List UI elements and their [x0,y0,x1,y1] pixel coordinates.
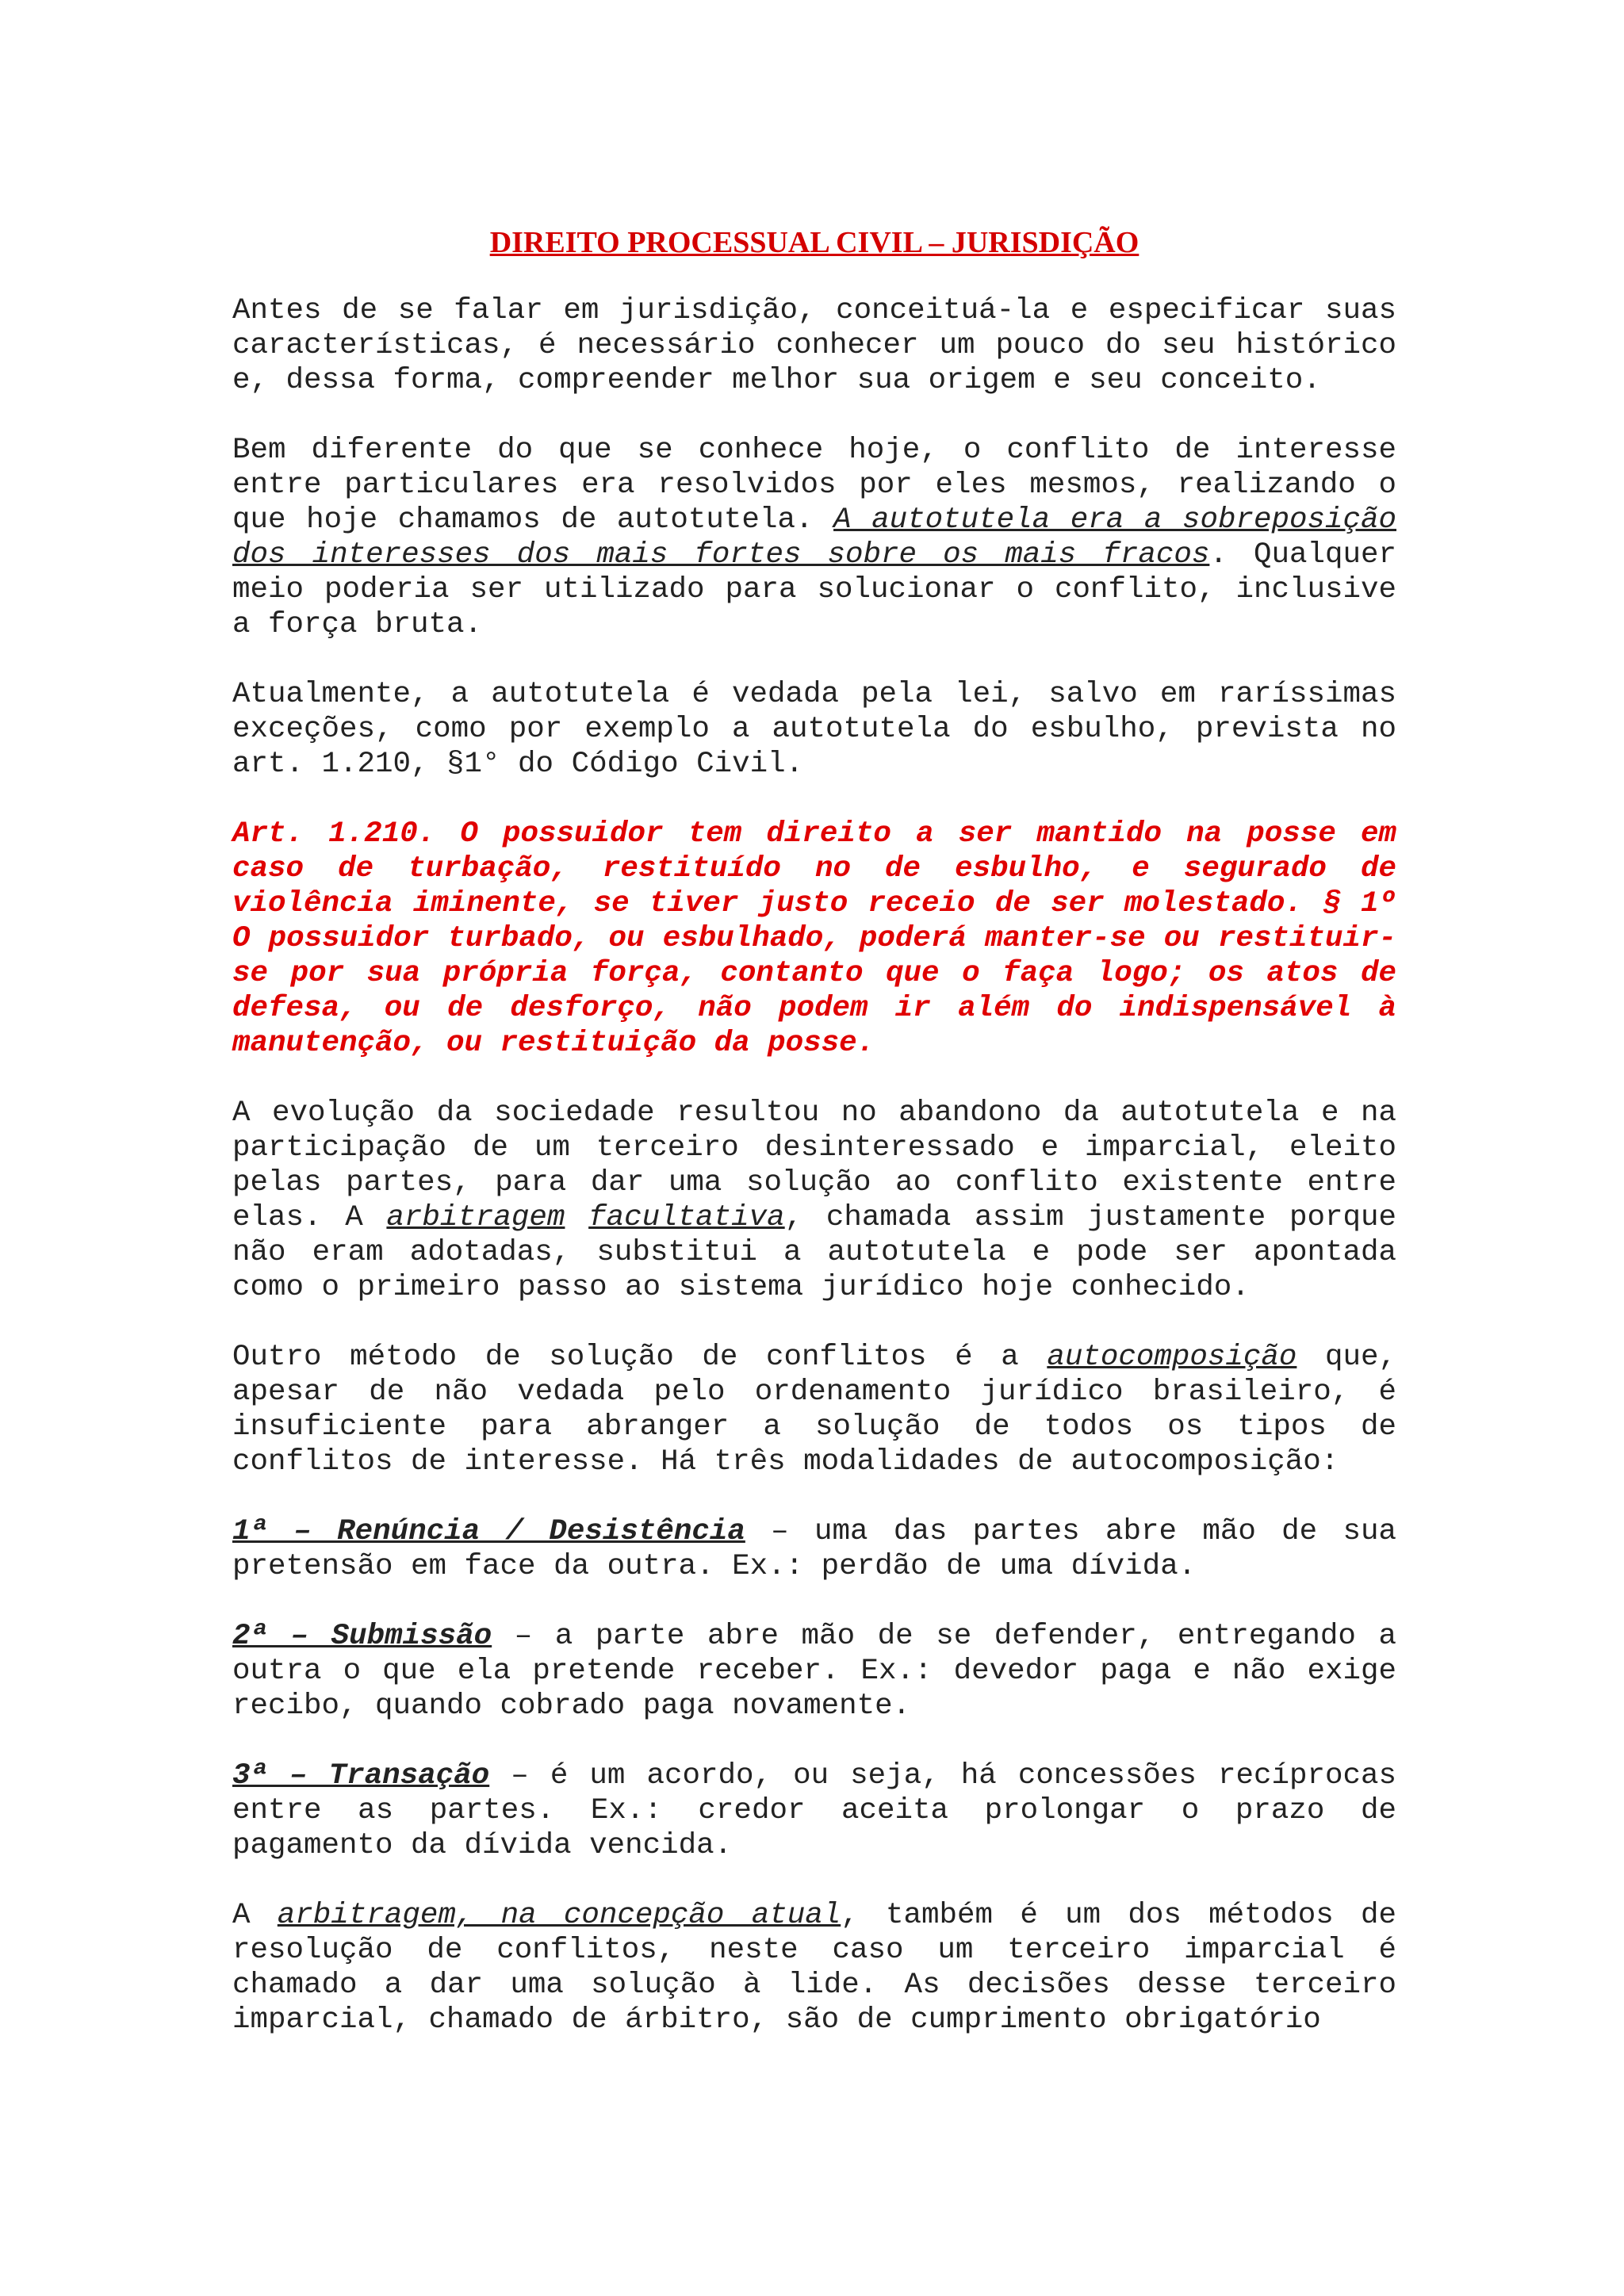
text-segment: – uma das partes abre mão de sua pretensão em face da outra. Ex.: perdão de uma dívida. [232,1515,1396,1583]
text-segment: – a parte abre mão de se defender, entregando a outra o que ela pretende receber. Ex.: devedor paga e não exige recibo, quando cobrado paga novamente. [232,1620,1396,1723]
emphasis-facultativa: facultativa [588,1201,785,1234]
emphasis-arbitragem-atual: arbitragem, na concepção atual [277,1899,841,1932]
document-page [232,224,1396,2072]
legal-citation-text: Art. 1.210. O possuidor tem direito a ser mantido na posse em caso de turbação, restituído no de esbulho, e segurado de violência iminente, se tiver justo receio de ser molestado. § 1º O possuidor turbado, ou esbulhado, poderá manter-se ou restituir-se por sua própria força, contanto que o faça logo; os atos de defesa, ou de desforço, não podem ir além do indispensável à manutenção, ou restituição da posse. [232,817,1396,1060]
list-item-heading: 3ª – Transação [232,1759,490,1793]
document-title: DIREITO PROCESSUAL CIVIL – JURISDIÇÃO [489,226,1139,259]
text-segment: Atualmente, a autotutela é vedada pela lei, salvo em raríssimas exceções, como por exemplo a autotutela do esbulho, prevista no art. 1.210, §1° do Código Civil. [232,678,1396,781]
paragraph-intro [232,293,1396,398]
text-segment: que, apesar de não vedada pelo ordenamento jurídico brasileiro, é insuficiente para abranger a solução de todos os tipos de conflitos de interesse. Há três modalidades de autocomposição: [232,1341,1396,1479]
text-segment: , também é um dos métodos de resolução de conflitos, neste caso um terceiro imparcial é chamado a dar uma solução à lide. As decisões desse terceiro imparcial, chamado de árbitro, são de cumprimento obrigatório [232,1899,1396,2037]
emphasis-autocomposicao: autocomposição [1047,1341,1297,1374]
list-item-heading: 2ª – Submissão [232,1620,492,1653]
text-segment: A [232,1899,278,1932]
text-segment: . Qualquer meio poderia ser utilizado para solucionar o conflito, inclusive a força bruta. [232,538,1396,641]
text-segment: Outro método de solução de conflitos é a [232,1341,1048,1374]
list-item-transacao [232,1758,1396,1863]
text-segment: Bem diferente do que se conhece hoje, o conflito de interesse entre particulares era resolvidos por eles mesmos, realizando o que hoje chamamos de autotutela. [232,434,1396,537]
paragraph-intro-text: Antes de se falar em jurisdição, conceituá-la e especificar suas características, é necessário conhecer um pouco do seu histórico e, dessa forma, compreender melhor sua origem e seu conceito. [232,294,1396,397]
text-segment: – é um acordo, ou seja, há concessões recíprocas entre as partes. Ex.: credor aceita prolongar o prazo de pagamento da dívida vencida. [232,1759,1396,1862]
text-segment: , chamada assim justamente porque não eram adotadas, substitui a autotutela e pode ser apontada como o primeiro passo ao sistema jurídico hoje conhecido. [232,1201,1396,1304]
legal-citation-art-1210 [232,817,1396,1061]
paragraph-autocomposicao [232,1340,1396,1479]
text-segment [565,1201,588,1234]
emphasis-arbitragem: arbitragem [386,1201,565,1234]
list-item-renuncia [232,1514,1396,1584]
text-segment: A evolução da sociedade resultou no abandono da autotutela e na participação de um terceiro desinteressado e imparcial, eleito pelas partes, para dar uma solução ao conflito existente entre elas. A [232,1096,1396,1234]
paragraph-arbitragem-atual [232,1898,1396,2038]
paragraph-autotutela-history [232,433,1396,642]
paragraph-autotutela-current [232,677,1396,782]
emphasis-autotutela-definition: A autotutela era a sobreposição dos interesses dos mais fortes sobre os mais fracos [232,503,1396,572]
paragraph-evolution [232,1096,1396,1305]
list-item-submissao [232,1619,1396,1724]
list-item-heading: 1ª – Renúncia / Desistência [232,1515,745,1548]
